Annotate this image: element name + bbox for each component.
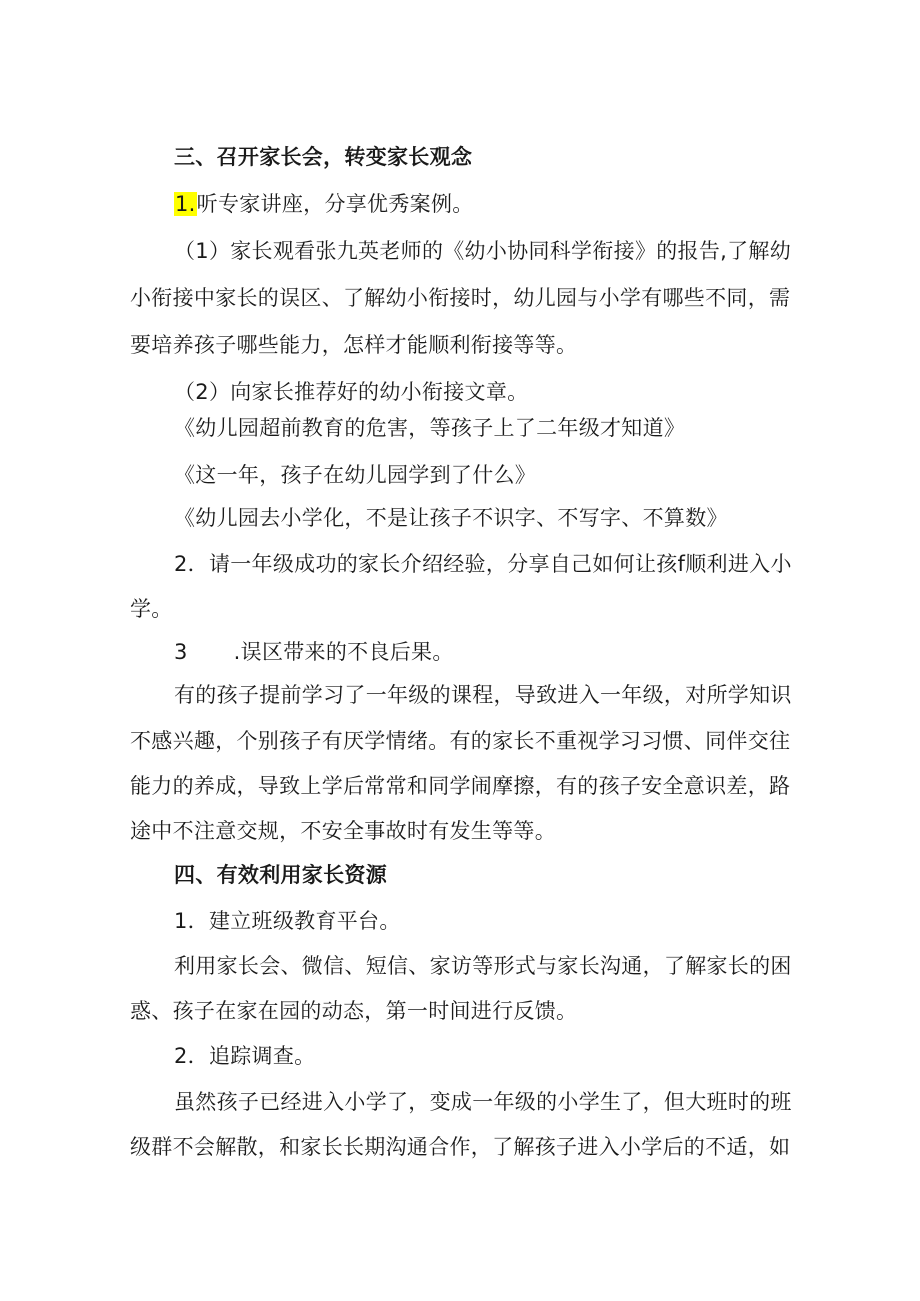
item-1-heading	[0, 189, 920, 219]
section-heading-3: 三、召开家长会，转变家长观念	[174, 145, 473, 169]
section-heading-4: 四、有效利用家长资源	[174, 863, 387, 887]
paragraph-line: （1）家长观看张九英老师的《幼小协同科学衔接》的报告,了解幼	[174, 239, 792, 263]
paragraph-line: 惑、孩子在家在园的动态，第一时间进行反馈。	[130, 999, 578, 1023]
paragraph-line: 不感兴趣，个别孩子有厌学情绪。有的家长不重视学习习惯、同伴交往	[130, 729, 791, 753]
paragraph-line: 途中不注意交规，不安全事故时有发生等等。	[130, 819, 556, 843]
item-3-heading: 3 .误区带来的不良后果。	[174, 640, 454, 664]
item-2-heading: 2．追踪调查。	[174, 1044, 316, 1068]
paragraph-line: 利用家长会、微信、短信、家访等形式与家长沟通，了解家长的困	[174, 954, 792, 978]
paragraph-line: 能力的养成，导致上学后常常和同学闹摩擦，有的孩子安全意识差，路	[130, 774, 791, 798]
paragraph-line: 级群不会解散，和家长长期沟通合作，了解孩子进入小学后的不适，如	[130, 1135, 791, 1159]
paragraph-line: 学。	[130, 597, 173, 621]
article-title: 《幼儿园去小学化，不是让孩子不识字、不写字、不算数》	[174, 506, 728, 530]
article-title: 《这一年，孩子在幼儿园学到了什么》	[174, 463, 537, 487]
item-1-heading: 1．建立班级教育平台。	[174, 909, 401, 933]
paragraph-line: 有的孩子提前学习了一年级的课程，导致进入一年级，对所学知识	[174, 683, 792, 707]
item-text: 听专家讲座，分享优秀案例。	[196, 192, 474, 216]
paragraph-line: （2）向家长推荐好的幼小衔接文章。	[174, 380, 529, 404]
article-title: 《幼儿园超前教育的危害，等孩子上了二年级才知道》	[174, 416, 686, 440]
item-number-highlight: 1.	[175, 192, 196, 216]
paragraph-line: 虽然孩子已经进入小学了，变成一年级的小学生了，但大班时的班	[174, 1090, 792, 1114]
paragraph-line: 要培养孩子哪些能力，怎样才能顺利衔接等等。	[130, 333, 578, 357]
paragraph-line: 2．请一年级成功的家长介绍经验，分享自己如何让孩f顺利进入小	[174, 552, 792, 576]
paragraph-line: 小衔接中家长的误区、了解幼小衔接时，幼儿园与小学有哪些不同，需	[130, 286, 791, 310]
